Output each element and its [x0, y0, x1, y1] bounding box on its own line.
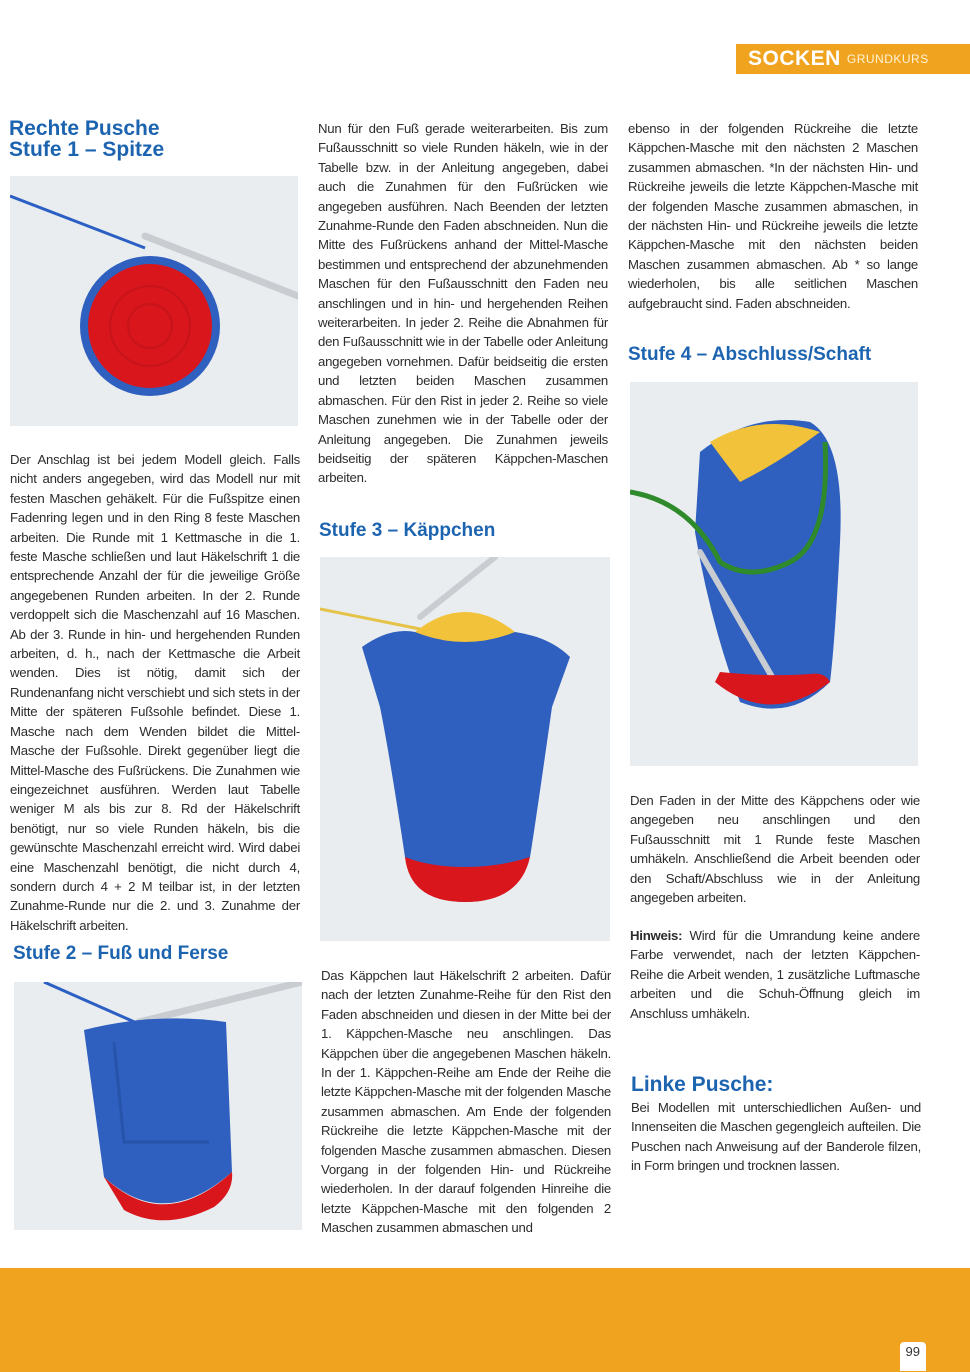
section-title: SOCKEN	[748, 47, 841, 70]
page-number: 99	[900, 1342, 926, 1371]
section-subtitle: GRUNDKURS	[846, 52, 929, 66]
section-header-tab	[736, 44, 970, 74]
step1-text: Der Anschlag ist bei jedem Modell gleich. Falls nicht anders angegeben, wird das Modell nur mit festen Maschen gehäkelt. Für die Fußspitze einen Fadenring legen und in den Ring 8 feste Maschen arbeiten. Die Runde mit 1 Kettmasche in die 1. feste Masche schließen und laut Häkelschrift 1 die entsprechende Anzahl der für die jeweilige Größe angegebenen Runden arbeiten. In der 2. Runde verdoppelt sich die Maschenzahl auf 16 Maschen. Ab der 3. Runde in hin- und hergehenden Runden arbeiten, d. h., nach der Kettmasche die Arbeit wenden. Dies ist nötig, damit sich der Rundenanfang nicht verschiebt und sich stets in der Mitte der späteren Fußsohle befindet. Diese 1. Masche nach dem Wenden bildet die Mittel-Masche der Fußsohle. Direkt gegenüber liegt die Mittel-Masche des Fußrückens. Die Zunahmen wie eingezeichnet ausführen. Werden laut Tabelle weniger M als bis zur 8. Rd der Häkelschrift benötigt, nur so viele Runden häkeln, bis die gewünschte Maschenzahl erreicht wird. Wird dabei eine Maschenzahl benötigt, die nicht durch 4, sondern durch 4 + 2 M teilbar ist, in der letzten Zunahme-Runde nur die 2. und 3. Zunahme der Häkelschrift arbeiten.	[10, 452, 301, 933]
photo-step1-toe	[10, 176, 298, 426]
page-title-line1: Rechte Pusche	[9, 117, 160, 140]
footer-band	[0, 1268, 970, 1372]
photo-step2-foot	[14, 982, 302, 1230]
step4-text: Den Faden in der Mitte des Käppchens oder wie angegeben neu anschlingen und den Fußausschnitt mit 1 Runde feste Maschen umhäkeln. Anschließend die Arbeit beenden oder den Schaft/Abschluss wie in der Anleitung angegeben arbeiten.	[630, 793, 920, 906]
step3-continued-text: ebenso in der folgenden Rückreihe die letzte Käppchen-Masche mit den nächsten 2 Maschen zusammen abmaschen. *In der nächsten Hin- und Rückreihe jeweils die letzte Käppchen-Masche mit der folgenden Masche zusammen abmaschen, in der nächsten Hin- und Rückreihe jeweils die letzte Käppchen-Masche mit den nächsten beiden Maschen zusammen abmaschen. Ab * so lange wiederholen, bis alle seitlichen Maschen aufgebraucht sind. Faden abschneiden.	[628, 121, 918, 311]
photo-step4-finish	[630, 382, 918, 766]
page-title-line2: Stufe 1 – Spitze	[9, 138, 165, 161]
hint-paragraph	[630, 926, 920, 1023]
step3-heading: Stufe 3 – Käppchen	[319, 520, 496, 541]
left-slipper-heading: Linke Pusche:	[631, 1073, 774, 1096]
left-slipper-text: Bei Modellen mit unterschiedlichen Außen- und Innenseiten die Maschen gegengleich aufteilen. Die Puschen nach Anweisung auf der Banderole filzen, in Form bringen und trocknen lassen.	[631, 1100, 921, 1174]
hint-text: Wird für die Umrandung keine andere Farbe verwendet, nach der letzten Käppchen-Reihe die Arbeit wenden, 1 zusätzliche Luftmasche arbeiten und die Schuh-Öffnung gleich im Anschluss umhäkeln.	[630, 928, 920, 1021]
hint-label: Hinweis:	[630, 928, 683, 943]
step3-text: Das Käppchen laut Häkelschrift 2 arbeiten. Dafür nach der letzten Zunahme-Reihe für den Rist den Faden abschneiden und diesen in der Mitte bei der 1. Käppchen-Masche neu anschlingen. Das Käppchen über die angegebenen Maschen häkeln. In der 1. Käppchen-Reihe am Ende der Reihe die letzte Käppchen-Masche mit der folgenden Masche zusammen abmaschen. Am Ende der folgenden Rückreihe die letzte Käppchen-Masche mit der folgenden Masche zusammen abmaschen. Diesen Vorgang in der folgenden Hin- und Rückreihe wiederholen. In der darauf folgenden Hinreihe die letzte Käppchen-Masche mit den folgenden 2 Maschen zusammen abmaschen und	[321, 968, 611, 1236]
photo-step3-cap	[320, 557, 610, 941]
step2-heading: Stufe 2 – Fuß und Ferse	[13, 943, 229, 964]
step2-text: Nun für den Fuß gerade weiterarbeiten. Bis zum Fußausschnitt so viele Runden häkeln, wie in der Tabelle bzw. in der Anleitung angegeben, dabei auch die Zunahmen für den Fußrücken wie angegeben ausführen. Nach Beenden der letzten Zunahme-Runde den Faden abschneiden. Nun die Mitte des Fußrückens anhand der Mittel-Masche bestimmen und entsprechend der abzunehmenden Maschen für den Fußausschnitt den Faden neu anschlingen und in hin- und hergehenden Reihen weiterarbeiten. In jeder 2. Reihe die Abnahmen für den Fußausschnitt wie in der Tabelle oder Anleitung angegeben vornehmen. Dafür beidseitig die ersten und letzten beiden Maschen zusammen abmaschen. Für den Rist in jeder 2. Reihe so viele Maschen zunehmen wie in der Tabelle oder der Anleitung angegeben. Die Zunahmen jeweils beidseitig der späteren Käppchen-Maschen arbeiten.	[318, 121, 608, 486]
step4-heading: Stufe 4 – Abschluss/Schaft	[628, 344, 872, 365]
